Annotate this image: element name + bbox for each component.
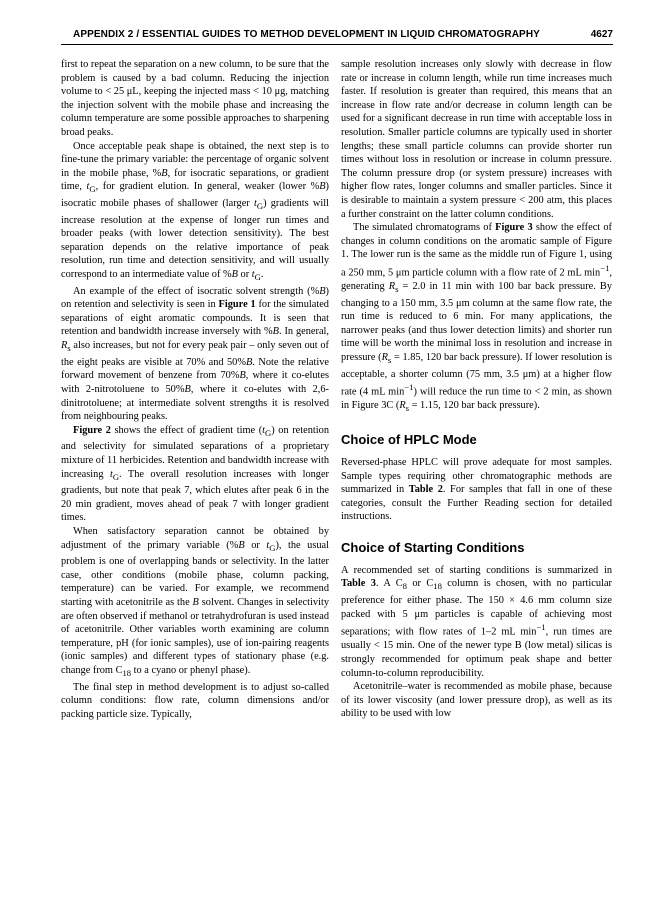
paragraph: sample resolution increases only slowly with decrease in flow rate or increase in column length, while run time increases much faster. If resolution is greater than required, this means that an increase in flow rate and/or decrease in column length can be used for a significant decrease in run time with acceptable loss in resolution. Smaller particle columns are typically used in shorter lengths; these small particle columns can provide shorter run times without loss in resolution or increase in column pressure. The column pressure drop (or system pressure) increases with higher flow rates, longer columns and smaller particles. Since it is desirable to maintain a system pressure < 200 atm, this places a further constraint on the latter column conditions. (341, 59, 612, 220)
table-2-reference: Table 2 (408, 484, 443, 496)
table-3-reference: Table 3 (341, 578, 376, 590)
figure-1-reference: Figure 1 (218, 299, 256, 311)
left-column (61, 58, 329, 721)
figure-3-reference: Figure 3 (495, 222, 533, 234)
paragraph: first to repeat the separation on a new column, to be sure that the problem is caused by a bad column. Reducing the injection volume to < 25 μL, keeping the injected mass < 10 μg, matching the injection solvent with the mobile phase and increasing the column temperature are some possible approaches to sharpening broad peaks. (61, 59, 329, 138)
paragraph: The final step in method development is to adjust so-called column conditions: flow rate, column dimensions and/or packing particle size. Typically, (61, 681, 329, 720)
section-heading-hplc-mode: Choice of HPLC Mode (341, 431, 477, 447)
paragraph: When satisfactory separation cannot be obtained by adjustment of the primary variable (%B or $t_G$), the usual problem is one of overlapping bands or selectivity. In the latter case, other conditions (mobile phase, column packing, temperature) can be varied. For example, we recommend starting with acetonitrile as the B solvent. Changes in selectivity are often observed if methanol or tetrahydrofuran is used instead of acetonitrile. Other variables worth examining are column temperature, pH (for ionic samples), use of ion-pairing reagents (ionic samples) and different types of stationary phase (e.g. change from $C_{18}$ to a cyano or phenyl phase). (61, 525, 329, 679)
paragraph: Acetonitrile–water is recommended as mobile phase, because of its lower viscosity (and lower pressure drop), as well as its ability to be used with low (341, 681, 612, 720)
paragraph: Figure 2 shows the effect of gradient time $(t_G)$ on retention and selectivity for simulated separations of a proprietary mixture of 11 herbicides. Retention and bandwidth increase with increasing $t_G$. The overall resolution increases with longer gradients, but note that peak 7, which elutes after peak 6 in the 20 min gradient, moves ahead of peak 7 with longer gradient times. (61, 424, 329, 524)
paragraph: Once acceptable peak shape is obtained, the next step is to fine-tune the primary variable: the percentage of organic solvent in the mobile phase, %B, for isocratic separations, or gradient time, $t_G$, for gradient elution. In general, weaker (lower %B) isocratic mobile phases of shallower (larger $t_G$) gradients will increase resolution at the expense of longer run times and broader peaks (with lower detection sensitivity). The best separation depends on the relative importance of peak resolution, run time and detection sensitivity, and will usually correspond to an intermediate value of %B or $t_G$. (61, 140, 330, 283)
figure-2-reference: Figure 2 (73, 424, 111, 436)
paragraph: A recommended set of starting conditions is summarized in Table 3. A $C_8$ or $C_{18}$ column is chosen, with no particular preference for either phase. The 150 × 4.6 mm column size packed with 5 μm particles is capable of achieving most separations; with flow rates of 1–2 mL $\min^{-1}$, run times are usually < 15 min. One of the newer type B (low metal) silicas is strongly recommended for optimum peak shape and better column-to-column reproducibility. (341, 564, 612, 679)
section-heading-starting-conditions: Choice of Starting Conditions (341, 539, 525, 555)
right-column (341, 58, 612, 721)
paragraph: Reversed-phase HPLC will prove adequate for most samples. Sample types requiring other chromatographic methods are summarized in Table 2. For samples that fall in one of these categories, consult the Further Reading section for detailed instructions. (341, 456, 612, 523)
running-title: APPENDIX 2 / ESSENTIAL GUIDES TO METHOD DEVELOPMENT IN LIQUID CHROMATOGRAPHY (73, 29, 540, 40)
paragraph: The simulated chromatograms of Figure 3 show the effect of changes in column conditions on the aromatic sample of Figure 1. The lower run is the same as the middle run of Figure 1, using a 250 mm, 5 μm particle column with a flow rate of 2 mL $\min^{-1}$, generating $R_s = 2.0$ in 11 min with 100 bar back pressure. By changing to a 150 mm, 3.5 μm column at the same flow rate, the run time is reduced to 6 min. For many applications, the narrower peaks (and thus lower detection limits) and shorter run time will be worth the minimal loss in resolution and increase in pressure ($R_s = 1.85$, 120 bar back pressure). If lower resolution is acceptable, a shorter column (75 mm, 3.5 μm) at a higher flow rate (4 mL $\min^{-1}$) will reduce the run time to < 2 min, as shown in Figure 3C ($R_s = 1.15$, 120 bar back pressure). (341, 222, 612, 414)
running-header (61, 26, 613, 45)
page-number: 4627 (590, 29, 613, 40)
paragraph: An example of the effect of isocratic solvent strength (%B) on retention and selectivity is seen in Figure 1 for the simulated separations of eight aromatic compounds. It is seen that retention and bandwidth increase inversely with %B. In general, $R_s$ also increases, but not for every peak pair – only seven out of the eight peaks are visible at 70% and 50%B. Note the relative forward movement of benzene from 70%B, where it co-elutes with 2-nitrotoluene to 50%B, where it co-elutes with 2,6-dinitrotoluene; at intermediate solvent strengths it is resolved from neighbouring peaks. (61, 285, 329, 423)
